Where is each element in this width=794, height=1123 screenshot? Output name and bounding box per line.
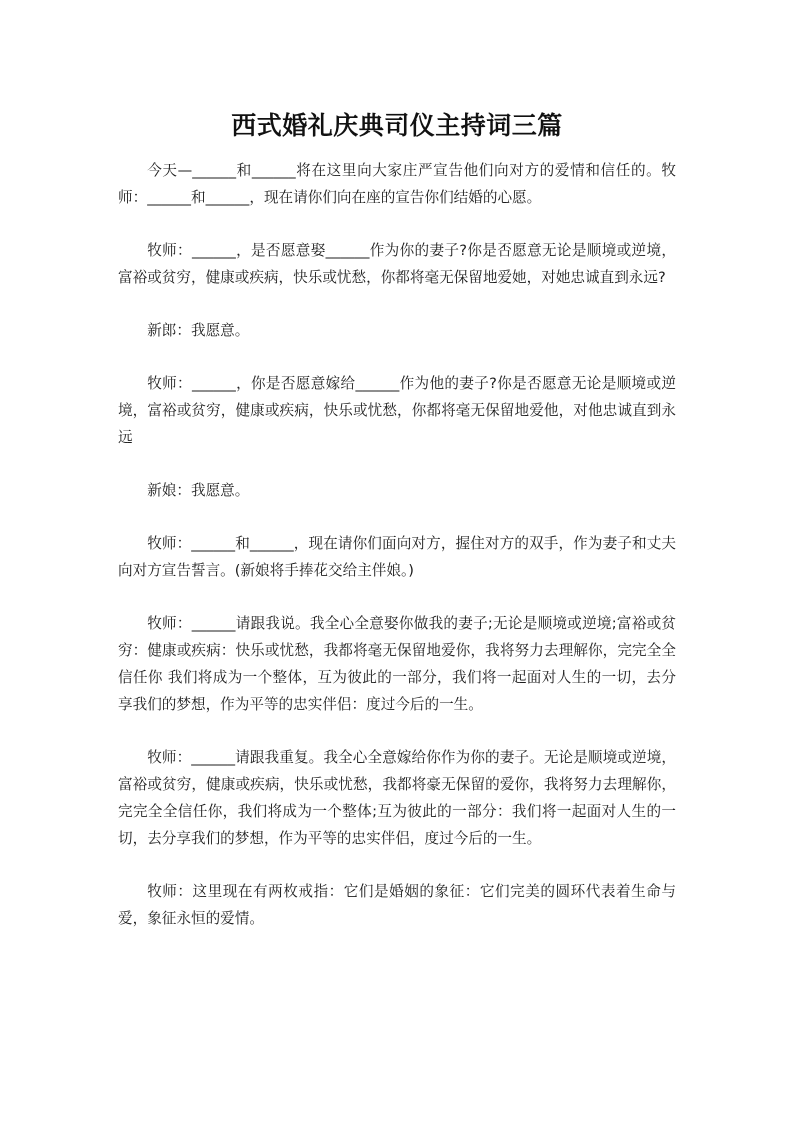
document-title: 西式婚礼庆典司仪主持词三篇 [231,111,563,140]
paragraph-vow-question-bride: 牧师：______，你是否愿意嫁给______作为他的妻子?你是否愿意无论是顺境或逆境，富裕或贫穷，健康或疾病，快乐或忧愁，你都将毫无保留地爱他，对他忠诚直到永远 [118,375,676,446]
paragraph-groom-answer: 新郎：我愿意。 [147,322,250,339]
paragraph-vow-question-groom: 牧师：______，是否愿意娶______作为你的妻子?你是否愿意无论是顺境或逆境，富裕或贫穷，健康或疾病，快乐或忧愁，你都将毫无保留地爱她，对她忠诚直到永远? [118,242,676,286]
paragraph-bride-answer: 新娘：我愿意。 [147,482,250,499]
paragraph-rings: 牧师：这里现在有两枚戒指：它们是婚姻的象征：它们完美的圆环代表着生命与爱，象征永恒的爱情。 [118,883,676,927]
paragraph-bride-vow: 牧师：______请跟我重复。我全心全意嫁给你作为你的妻子。无论是顺境或逆境，富裕或贫穷，健康或疾病，快乐或忧愁，我都将豪无保留的爱你，我将努力去理解你，完完全全信任你，我们将成为一个整体;互为彼此的一部分：我们将一起面对人生的一切，去分享我们的梦想，作为平等的忠实伴侣，度过今后的一生。 [118,749,676,847]
paragraph-hold-hands: 牧师：______和______，现在请你们面向对方，握住对方的双手，作为妻子和丈夫向对方宣告誓言。(新娘将手捧花交给主伴娘。) [118,535,676,579]
paragraph-groom-vow: 牧师：______请跟我说。我全心全意娶你做我的妻子;无论是顺境或逆境;富裕或贫穷：健康或疾病：快乐或忧愁，我都将毫无保留地爱你，我将努力去理解你，完完全全信任你 我们将成为一个整体，互为彼此的一部分，我们将一起面对人生的一切，去分享我们的梦想，作为平等的忠实伴侣：度过今后的一生。 [118,615,676,713]
document-body [118,157,676,958]
paragraph-opening: 今天—______和______将在这里向大家庄严宣告他们向对方的爱情和信任的。牧师：______和______，现在请你们向在座的宣告你们结婚的心愿。 [118,162,676,206]
